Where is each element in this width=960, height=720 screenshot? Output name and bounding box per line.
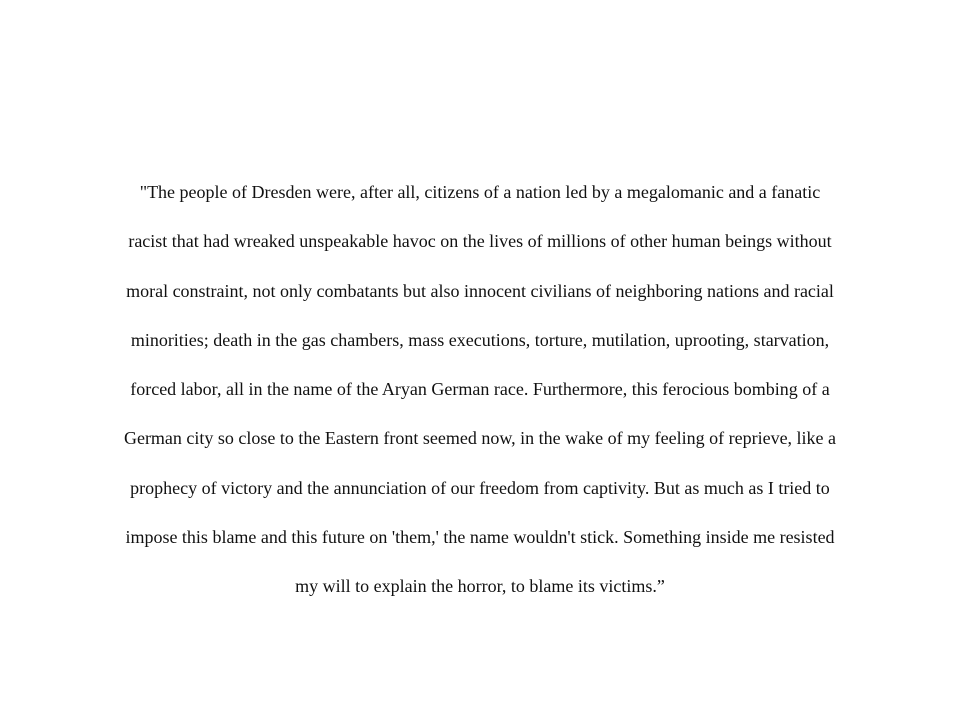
quote-line: moral constraint, not only combatants but also innocent civilians of neighboring nations and racial (126, 280, 834, 301)
quote-line: racist that had wreaked unspeakable havoc on the lives of millions of other human beings without (128, 231, 832, 252)
quote-line: impose this blame and this future on 'them,' the name wouldn't stick. Something inside me resisted (125, 527, 835, 548)
quote-line: German city so close to the Eastern front seemed now, in the wake of my feeling of reprieve, like a (123, 428, 837, 449)
quote-block (0, 172, 960, 616)
quote-line: forced labor, all in the name of the Aryan German race. Furthermore, this ferocious bombing of a (130, 379, 830, 400)
quote-line: prophecy of victory and the annunciation of our freedom from captivity. But as much as I tried to (130, 477, 830, 498)
quote-line: minorities; death in the gas chambers, mass executions, torture, mutilation, uprooting, starvation, (130, 329, 830, 350)
quote-line: "The people of Dresden were, after all, citizens of a nation led by a megalomanic and a fanatic (139, 182, 821, 202)
quote-line: my will to explain the horror, to blame its victims.” (295, 576, 665, 597)
